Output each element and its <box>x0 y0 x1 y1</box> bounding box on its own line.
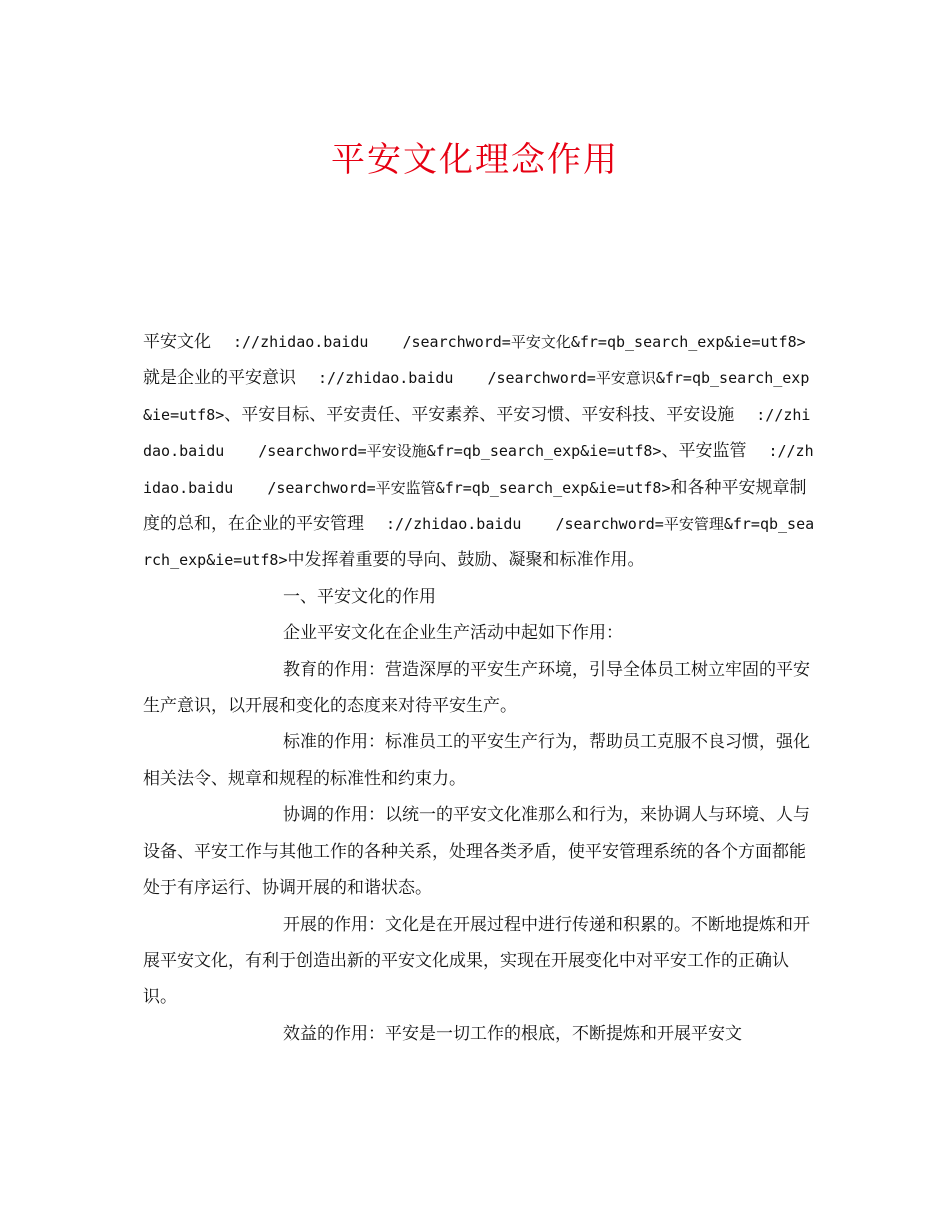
intro-link-1-query: /searchword=平安文化&fr=qb_search_exp&ie=utf8> <box>402 333 806 351</box>
intro-link-1-host: ://zhidao.baidu <box>233 333 369 351</box>
lead-paragraph: 企业平安文化在企业生产活动中起如下作用： <box>283 623 623 644</box>
intro-link-5-host: ://zhidao.baidu <box>386 515 522 534</box>
document-title: 平安文化理念作用 <box>331 140 619 180</box>
intro-link-3-query: /searchword=平安设施&fr=qb_search_exp&ie=utf8> <box>258 442 662 461</box>
intro-text-4: 、平安监管 <box>661 441 747 462</box>
section-heading: 一、平安文化的作用 <box>283 586 436 607</box>
intro-paragraph <box>143 324 815 579</box>
intro-text-2: 就是企业的平安意识 <box>143 368 296 389</box>
coordinate-paragraph: 协调的作用：以统一的平安文化准那么和行为，来协调人与环境、人与设备、平安工作与其他工作的各种关系，处理各类矛盾，使平安管理系统的各个方面都能处于有序运行、协调开展的和谐状态。 <box>143 805 810 899</box>
intro-link-2-query: /searchword=平安意识&fr=qb_search_exp&ie=utf8> <box>143 369 810 424</box>
education-paragraph: 教育的作用：营造深厚的平安生产环境，引导全体员工树立牢固的平安生产意识，以开展和变化的态度来对待平安生产。 <box>143 659 810 717</box>
intro-text-1: 平安文化 <box>143 332 211 352</box>
intro-link-4-host: ://zhidao.baidu <box>143 442 814 497</box>
document-body <box>143 324 815 1052</box>
intro-link-3-host: ://zhidao.baidu <box>143 405 811 461</box>
benefit-paragraph: 效益的作用：平安是一切工作的根底，不断提炼和开展平安文 <box>283 1023 742 1044</box>
intro-text-3: 、平安目标、平安责任、平安素养、平安习惯、平安科技、平安设施 <box>224 404 735 425</box>
standard-paragraph: 标准的作用：标准员工的平安生产行为，帮助员工克服不良习惯，强化相关法令、规章和规程的标准性和约束力。 <box>143 732 810 789</box>
intro-text-6: 中发挥着重要的导向、鼓励、凝聚和标准作用。 <box>287 550 645 571</box>
intro-link-5-query: /searchword=平安管理&fr=qb_search_exp&ie=utf8> <box>143 515 815 570</box>
develop-paragraph: 开展的作用：文化是在开展过程中进行传递和积累的。不断地提炼和开展平安文化，有利于创造出新的平安文化成果，实现在开展变化中对平安工作的正确认识。 <box>143 914 810 1008</box>
intro-link-2-host: ://zhidao.baidu <box>318 369 454 388</box>
intro-link-4-query: /searchword=平安监管&fr=qb_search_exp&ie=utf8> <box>267 478 671 497</box>
intro-text-5: 和各种平安规章制度的总和，在企业的平安管理 <box>143 477 807 535</box>
